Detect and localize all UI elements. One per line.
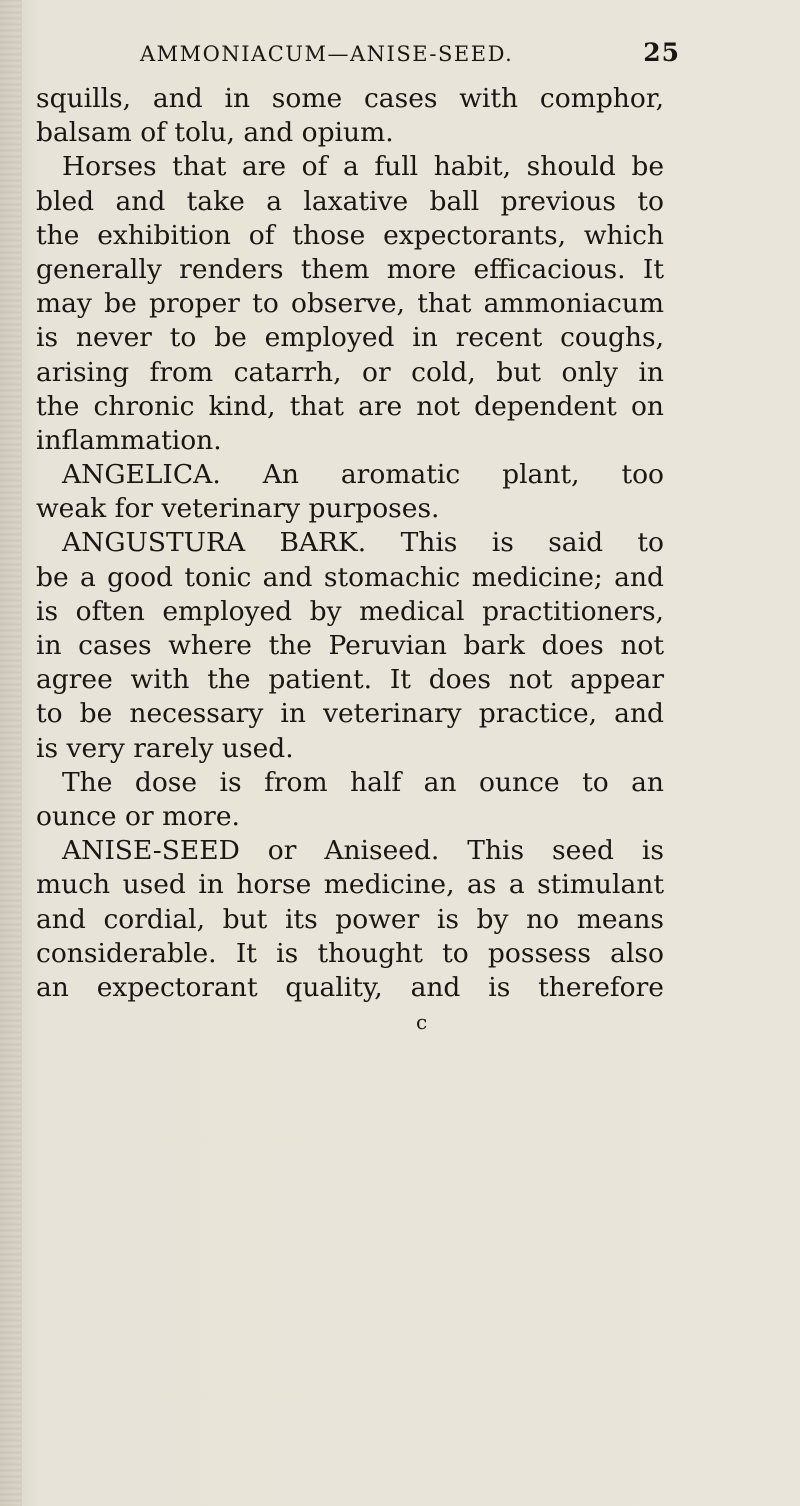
text-line: agree with the patient. It does not appear xyxy=(36,664,664,696)
text-line: ounce or more. xyxy=(36,800,240,832)
text-line: an expectorant quality, and is therefore xyxy=(36,971,664,1003)
page-binding-edge xyxy=(0,0,22,1506)
text-line: much used in horse medicine, as a stimulant xyxy=(36,869,664,901)
text-line: considerable. It is thought to possess also xyxy=(36,937,664,969)
text-line: the chronic kind, that are not dependent on xyxy=(36,390,664,422)
text-line: The dose is from half an ounce to an xyxy=(62,766,664,798)
entry-heading-line: ANGELICA. An aromatic plant, too xyxy=(62,459,664,491)
text-line: in cases where the Peruvian bark does not xyxy=(36,630,664,661)
text-line: and cordial, but its power is by no means xyxy=(36,903,664,935)
text-line: to be necessary in veterinary practice, and xyxy=(36,698,664,730)
text-line: weak for veterinary purposes. xyxy=(36,493,440,525)
text-line: the exhibition of those expectorants, which xyxy=(36,219,664,251)
running-head: AMMONIACUM—ANISE-SEED. xyxy=(140,42,514,66)
text-line: balsam of tolu, and opium. xyxy=(36,117,394,149)
entry-heading-line: ANISE-SEED or Aniseed. This seed is xyxy=(62,835,664,867)
text-line: inflammation. xyxy=(36,424,222,456)
page-number: 25 xyxy=(643,38,680,67)
text-line: squills, and in some cases with comphor, xyxy=(36,83,664,114)
text-line: is often employed by medical practitioners, xyxy=(36,595,664,627)
text-line: is very rarely used. xyxy=(36,732,294,764)
text-line: arising from catarrh, or cold, but only in xyxy=(36,356,664,388)
text-line: Horses that are of a full habit, should be xyxy=(62,151,664,183)
signature-mark: c xyxy=(416,1010,428,1035)
page-header xyxy=(140,38,680,67)
text-line: be a good tonic and stomachic medicine; and xyxy=(36,561,664,593)
entry-heading-line: ANGUSTURA BARK. This is said to xyxy=(62,527,664,559)
text-line: may be proper to observe, that ammoniacum xyxy=(36,288,664,320)
body-text xyxy=(36,82,664,1039)
text-line: is never to be employed in recent coughs, xyxy=(36,322,664,354)
text-line: generally renders them more efficacious. It xyxy=(36,253,664,285)
text-line: bled and take a laxative ball previous to xyxy=(36,185,664,217)
